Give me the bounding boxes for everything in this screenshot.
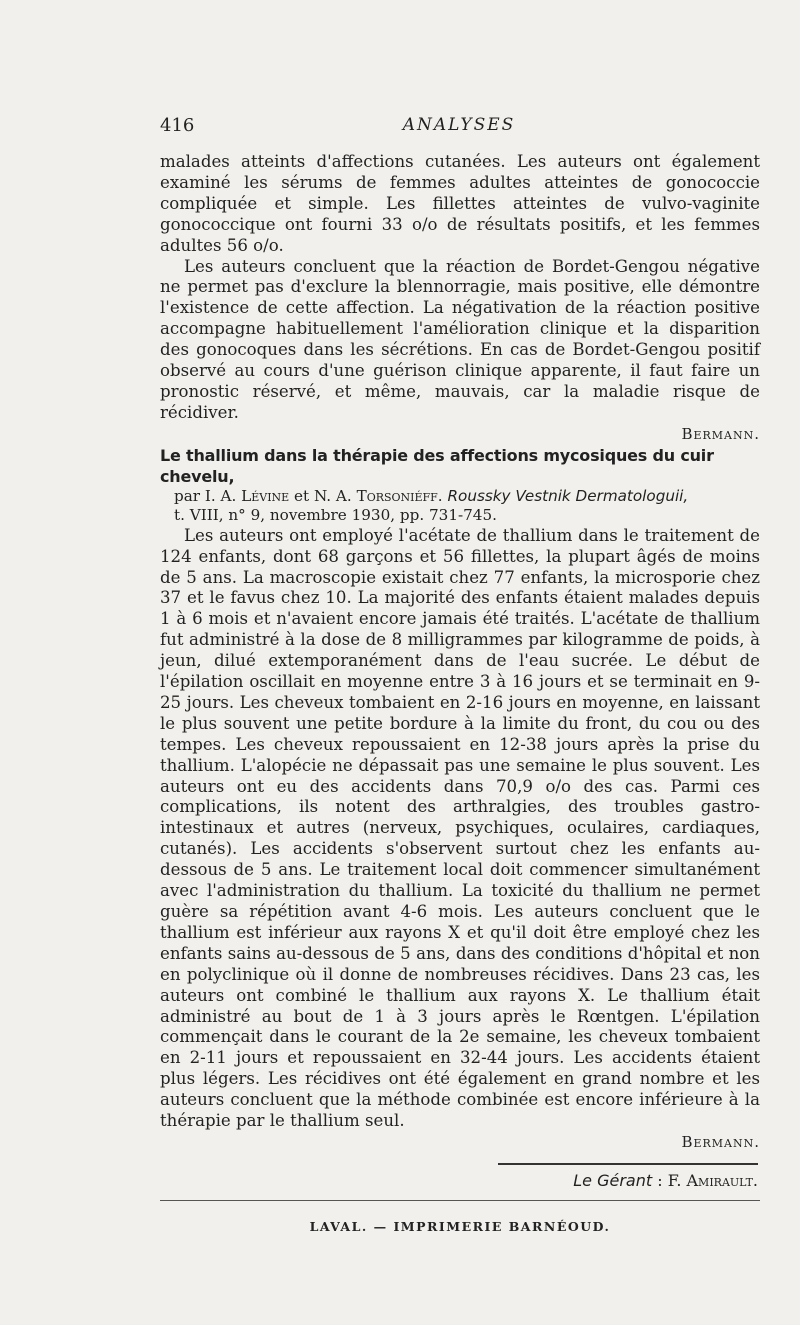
journal-name: Roussky Vestnik Dermatologuii, bbox=[442, 486, 689, 505]
article-paragraph: Les auteurs ont employé l'acétate de thallium dans le traitement de 124 enfants, dont 68 garçons et 56 fillettes, la plupart âgés de moins de 5 ans. La macroscopie existait chez 77 enfants, la microsporie chez 37 et le favus chez 10. La majorité des enfants étaient malades depuis 1 à 6 mois et n'avaient encore jamais été traités. L'acétate de thallium fut administré à la dose de 8 milligrammes par kilogramme de poids, à jeun, dilué extemporanément dans de l'eau sucrée. Le début de l'épilation oscillait en moyenne entre 3 à 16 jours et se terminait en 9-25 jours. Les cheveux tombaient en 2-16 jours en moyenne, en laissant le plus souvent une petite bordure à la limite du front, du cou ou des tempes. Les cheveux repoussaient en 12-38 jours après la prise du thallium. L'alopécie ne dépassait pas une semaine le plus souvent. Les auteurs ont eu des accidents dans 70,9 o/o des cas. Parmi ces complications, ils notent des arthralgies, des troubles gastro-intestinaux et autres (nerveux, psychiques, oculaires, cardiaques, cutanés). Les accidents s'observent surtout chez les enfants au-dessous de 5 ans. Le traitement local doit commencer simultanément avec l'administration du thallium. La toxicité du thallium ne permet guère sa répétition avant 4-6 mois. Les auteurs concluent que le thallium est inférieur aux rayons X et qu'il doit être employé chez les enfants sains au-dessous de 5 ans, dans des conditions d'hôpital et non en polyclinique où il donne de nombreuses récidives. Dans 23 cas, les auteurs ont combiné le thallium aux rayons X. Le thallium était administré au bout de 1 à 3 jours après le Rœntgen. L'épilation commençait dans le courant de la 2e semaine, les cheveux tombaient en 2-11 jours et repoussaient en 32-44 jours. Les accidents étaient plus légers. Les récidives ont été également en grand nombre et les auteurs concluent que la méthode combinée est encore inférieure à la thérapie par le thallium seul. bbox=[160, 525, 760, 1131]
page-number: 416 bbox=[160, 115, 195, 136]
author-2: Torsoniéff. bbox=[356, 486, 443, 505]
prev-signature: Bermann. bbox=[681, 424, 760, 443]
by-prefix: par I. A. bbox=[174, 486, 242, 505]
prev-paragraph-2: Les auteurs concluent que la réaction de Bordet-Gengou négative ne permet pas d'exclure la blennorragie, mais positive, elle démontre l'existence de cette affection. La négativation de la réaction positive accompagne habituellement l'amélioration clinique et la disparition des gonocoques dans les sécrétions. En cas de Bordet-Gengou positif observé au cours d'une guérison clinique apparente, il faut faire un pronostic réservé, et même, mauvais, car la maladie risque de récidiver. bbox=[160, 256, 760, 422]
gerant-line bbox=[160, 1171, 758, 1190]
gerant-label: Le Gérant bbox=[573, 1171, 653, 1190]
author-1: Lévine bbox=[241, 486, 290, 505]
printer-footer: LAVAL. — IMPRIMERIE BARNÉOUD. bbox=[309, 1219, 611, 1234]
running-title: ANALYSES bbox=[402, 115, 516, 135]
article-citation: t. VIII, n° 9, novembre 1930, pp. 731-745. bbox=[174, 506, 497, 525]
prev-paragraph-1: malades atteints d'affections cutanées. Les auteurs ont également examiné les sérums de femmes adultes atteintes de gonococcie compliquée et simple. Les fillettes atteintes de vulvo-vaginite gonococcique ont fourni 33 o/o de résultats positifs, et les femmes adultes 56 o/o. bbox=[160, 152, 760, 255]
footer-rule bbox=[160, 1200, 760, 1201]
article-byline bbox=[160, 487, 760, 507]
article-signature: Bermann. bbox=[681, 1132, 760, 1151]
gerant-name: Amirault. bbox=[686, 1171, 758, 1190]
and-text: et N. A. bbox=[289, 486, 357, 505]
article-title: Le thallium dans la thérapie des affections mycosiques du cuir chevelu, bbox=[160, 445, 714, 486]
page-body bbox=[160, 152, 760, 1153]
gerant-block bbox=[160, 1163, 758, 1201]
gerant-rule bbox=[498, 1163, 758, 1165]
page-header bbox=[160, 115, 758, 139]
gerant-separator: : F. bbox=[652, 1171, 687, 1190]
